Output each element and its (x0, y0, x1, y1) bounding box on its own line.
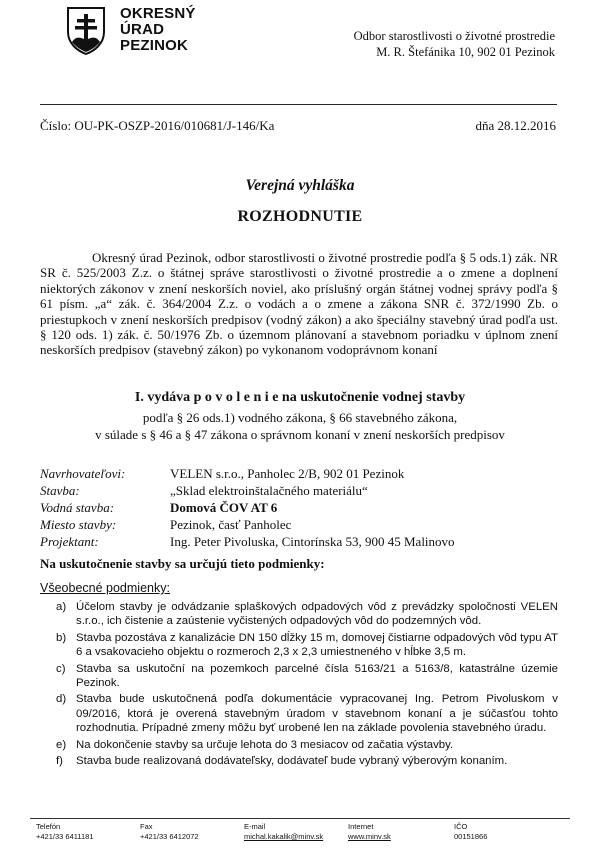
item-marker: d) (56, 693, 67, 706)
footer-fax-value: +421/33 6412072 (140, 832, 199, 841)
party-row (40, 482, 455, 499)
footer-ico-value: 00151866 (454, 832, 488, 841)
footer-fax-label: Fax (140, 822, 153, 831)
list-item (56, 600, 558, 629)
item-marker: a) (56, 601, 67, 613)
party-value: Domová ČOV AT 6 (170, 500, 278, 515)
footer-divider (30, 818, 570, 819)
party-value: Ing. Peter Pivoluska, Cintorínska 53, 900 45 Malinovo (170, 534, 455, 549)
item-text: Stavba sa uskutoční na pozemkoch parcelné čísla 5163/21 a 5163/8, katastrálne územie Pezinok. (76, 662, 558, 690)
office-name-line-3: PEZINOK (120, 37, 189, 54)
list-item (56, 662, 558, 691)
party-label: Projektant: (40, 534, 99, 549)
list-item (56, 754, 558, 768)
list-item (56, 738, 558, 752)
item-marker: b) (56, 631, 67, 644)
conditions-heading: Na uskutočnenie stavby sa určujú tieto podmienky: (40, 556, 325, 571)
item-marker: f) (56, 755, 63, 768)
party-value: Pezinok, časť Panholec (170, 517, 292, 532)
section-legal-basis-2: v súlade s § 46 a § 47 zákona o správnom konaní v znení neskorších predpisov (95, 427, 505, 442)
reference-number: Číslo: OU-PK-OSZP-2016/010681/J-146/Ka (40, 118, 275, 133)
party-row (40, 499, 455, 516)
party-label: Stavba: (40, 483, 80, 498)
item-marker: c) (56, 662, 66, 675)
footer-fax (140, 822, 199, 842)
party-row (40, 465, 455, 482)
party-label: Vodná stavba: (40, 500, 115, 515)
general-conditions-label: Všeobecné podmienky: (40, 581, 170, 595)
footer-internet-label: Internet (348, 822, 374, 831)
footer-email (244, 822, 323, 842)
list-item (56, 692, 558, 735)
slovak-coat-of-arms-icon (66, 6, 106, 56)
party-label: Navrhovateľovi: (40, 466, 126, 481)
footer-website-link[interactable]: www.minv.sk (348, 832, 391, 841)
department-address: M. R. Štefánika 10, 902 01 Pezinok (376, 45, 555, 59)
office-name-line-2: ÚRAD (120, 21, 165, 38)
public-notice-heading: Verejná vyhláška (245, 177, 355, 194)
party-row (40, 516, 455, 533)
document-date: dňa 28.12.2016 (475, 118, 556, 133)
decision-title: ROZHODNUTIE (237, 208, 363, 225)
department-name: Odbor starostlivosti o životné prostredie (353, 29, 555, 43)
footer-email-label: E-mail (244, 822, 266, 831)
party-row (40, 533, 455, 550)
footer-internet (348, 822, 391, 842)
section-legal-basis-1: podľa § 26 ods.1) vodného zákona, § 66 stavebného zákona, (142, 410, 458, 425)
item-text: Stavba bude uskutočnená podľa dokumentácie vypracovanej Ing. Petrom Pivoluskom v 09/2016, ktorá je overená stavebným úradom v stavebnom konaní a je súčasťou tohto rozhodnutia. Prípadné zmeny môžu byť urobené len na základe povolenia stavebného úradu. (76, 693, 558, 735)
footer-email-link[interactable]: michal.kakalik@minv.sk (244, 832, 324, 841)
footer-ico-label: IČO (454, 822, 468, 831)
item-text: Stavba pozostáva z kanalizácie DN 150 dĺžky 15 m, domovej čistiarne odpadových vôd typu AT 6 a vsakovacieho objektu o rozmeroch 2,3 x 2,3 umiestneného v hĺbke 3,5 m. (76, 631, 558, 659)
party-label: Miesto stavby: (40, 517, 117, 532)
item-marker: e) (56, 738, 67, 751)
party-value: VELEN s.r.o., Panholec 2/B, 902 01 Pezinok (170, 466, 405, 481)
conditions-list (56, 600, 558, 770)
parties-table (40, 465, 455, 550)
footer-phone-label: Telefón (36, 822, 61, 831)
office-name-line-1: OKRESNÝ (120, 5, 196, 22)
intro-paragraph: Okresný úrad Pezinok, odbor starostlivosti o životné prostredie podľa § 5 ods.1) zák. NR SR č. 525/2003 Z.z. o štátnej správe starostlivosti o životné prostredie a o zmene a doplnení niektorých zákonov v znení neskorších noviel, ako príslušný orgán štátnej vodnej správy podľa § 61 písm. „a“ zák. č. 364/2004 Z.z. o vodách a o zmene a zákona SNR č. 372/1990 Zb. o priestupkoch v znení neskorších predpisov (vodný zákon) a ako špeciálny stavebný úrad podľa ust. § 120 ods. 1) zák. č. 50/1976 Zb. o územnom plánovaní a stavebnom poriadku v úplnom znení neskorších predpisov (stavebný zákon) po vykonanom vodoprávnom konaní (40, 250, 558, 358)
item-text: Stavba bude realizovaná dodávateľsky, dodávateľ bude vybraný výberovým konaním. (76, 755, 508, 768)
header-divider (40, 104, 557, 105)
item-text: Účelom stavby je odvádzanie splaškových odpadových vôd z prevádzky spoločnosti VELEN s.r.o., ich čistenie a zaústenie vyčistených odpadových vôd do podzemných vôd. (76, 601, 558, 628)
footer-phone (36, 822, 94, 842)
footer-phone-value: +421/33 6411181 (36, 832, 94, 841)
footer-ico (454, 822, 487, 842)
section-title: I. vydáva p o v o l e n i e na uskutočnenie vodnej stavby (134, 390, 466, 405)
item-text: Na dokončenie stavby sa určuje lehota do 3 mesiacov od začatia výstavby. (76, 738, 454, 751)
list-item (56, 631, 558, 660)
party-value: „Sklad elektroinštalačného materiálu“ (170, 483, 368, 498)
